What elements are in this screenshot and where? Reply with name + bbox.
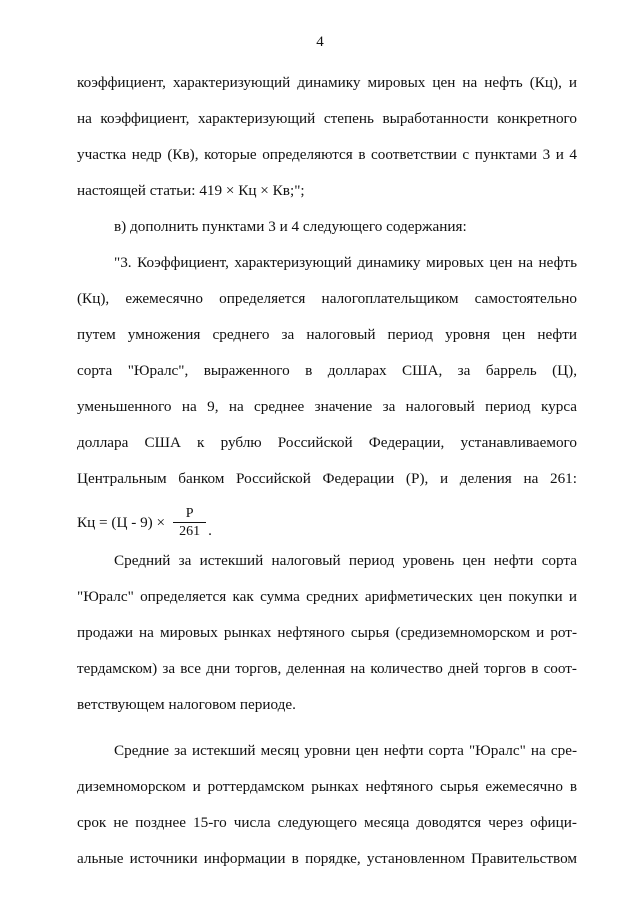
text-line: альные источники информации в порядке, установленном Правительством [77, 850, 577, 867]
text-line: сорта "Юралс", выраженного в долларах США, за баррель (Ц), [77, 362, 577, 379]
text-line: коэффициент, характеризующий динамику мировых цен на нефть (Кц), и [77, 74, 577, 91]
text-line: Средний за истекший налоговый период уровень цен нефти сорта [114, 552, 577, 569]
formula-numerator: Р [185, 506, 194, 521]
text-line: уменьшенного на 9, на среднее значение за налоговый период курса [77, 398, 577, 415]
text-line: продажи на мировых рынках нефтяного сырья (средиземноморском и рот- [77, 624, 577, 641]
text-line: тердамском) за все дни торгов, деленная на количество дней торгов в соот- [77, 660, 577, 677]
text-line: доллара США к рублю Российской Федерации, устанавливаемого [77, 434, 577, 451]
formula-lhs: Кц = (Ц - 9) × [77, 513, 166, 531]
text-line: на коэффициент, характеризующий степень выработанности конкретного [77, 110, 577, 127]
text-line: срок не позднее 15-го числа следующего месяца доводятся через офици- [77, 814, 577, 831]
text-line: "Юралс" определяется как сумма средних арифметических цен покупки и [77, 588, 577, 605]
formula-denominator: 261 [173, 522, 206, 540]
text-line: (Кц), ежемесячно определяется налогоплательщиком самостоятельно [77, 290, 577, 307]
text-line: путем умножения среднего за налоговый период уровня цен нефти [77, 326, 577, 343]
text-line: участка недр (Кв), которые определяются в соответствии с пунктами 3 и 4 [77, 146, 577, 163]
text-line: в) дополнить пунктами 3 и 4 следующего содержания: [114, 218, 467, 235]
formula [77, 505, 212, 540]
text-line: настоящей статьи: 419 × Кц × Кв;"; [77, 182, 305, 199]
text-line: Центральным банком Российской Федерации (Р), и деления на 261: [77, 470, 577, 487]
page-number: 4 [316, 34, 324, 50]
text-line: ветствующем налоговом периоде. [77, 696, 296, 713]
formula-tail: . [208, 522, 212, 539]
text-line: диземноморском и роттердамском рынках нефтяного сырья ежемесячно в [77, 778, 577, 795]
text-line: Средние за истекший месяц уровни цен нефти сорта "Юралс" на сре- [114, 742, 577, 759]
text-line: "3. Коэффициент, характеризующий динамику мировых цен на нефть [114, 254, 577, 271]
formula-fraction [173, 505, 206, 540]
